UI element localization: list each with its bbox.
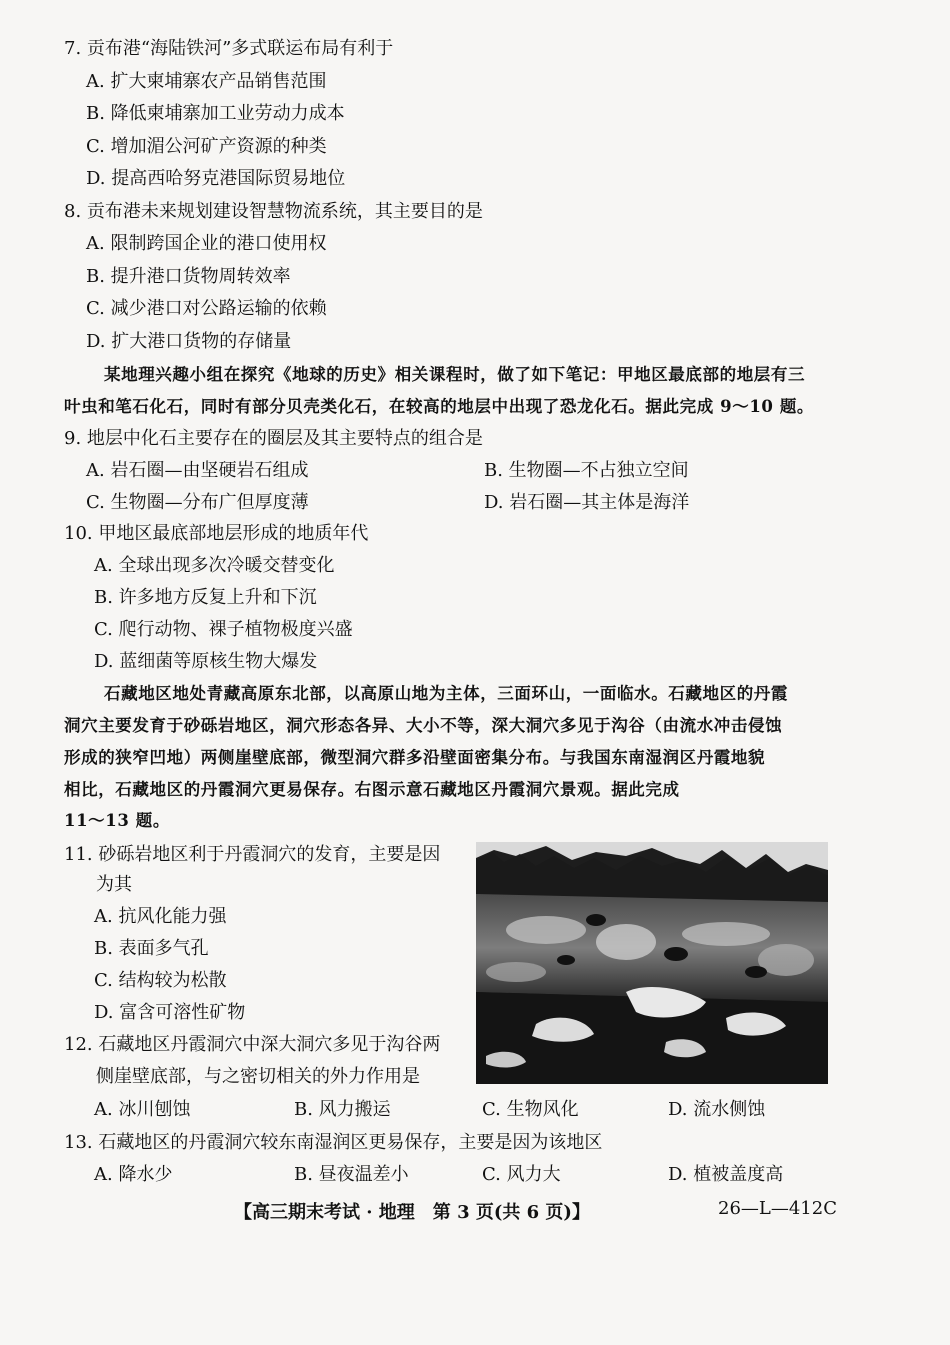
passage-11-13-line-1: 石藏地区地处青藏高原东北部，以高原山地为主体，三面环山，一面临水。石藏地区的丹霞 bbox=[104, 684, 788, 703]
q12-option-c: C. 生物风化 bbox=[482, 1099, 579, 1120]
passage-11-13-line-5: 11～13 题。 bbox=[64, 811, 170, 830]
q12-option-b: B. 风力搬运 bbox=[294, 1099, 391, 1120]
page-footer-title: 【高三期末考试 · 地理 第 3 页(共 6 页)】 bbox=[234, 1202, 590, 1223]
q9-option-c: C. 生物圈—分布广但厚度薄 bbox=[86, 492, 309, 513]
passage-9-10-line-1: 某地理兴趣小组在探究《地球的历史》相关课程时，做了如下笔记：甲地区最底部的地层有三 bbox=[104, 365, 806, 384]
q8-option-c: C. 减少港口对公路运输的依赖 bbox=[86, 298, 327, 319]
q10-option-a: A. 全球出现多次冷暖交替变化 bbox=[94, 555, 335, 576]
q9-stem: 9. 地层中化石主要存在的圈层及其主要特点的组合是 bbox=[64, 428, 483, 449]
q8-option-b: B. 提升港口货物周转效率 bbox=[86, 266, 291, 287]
q13-stem: 13. 石藏地区的丹霞洞穴较东南湿润区更易保存，主要是因为该地区 bbox=[64, 1132, 603, 1153]
q11-option-d: D. 富含可溶性矿物 bbox=[94, 1002, 246, 1023]
q12-option-a: A. 冰川刨蚀 bbox=[94, 1099, 191, 1120]
q7-option-b: B. 降低柬埔寨加工业劳动力成本 bbox=[86, 103, 345, 124]
q9-option-a: A. 岩石圈—由坚硬岩石组成 bbox=[86, 460, 309, 481]
q12-stem-line-1: 12. 石藏地区丹霞洞穴中深大洞穴多见于沟谷两 bbox=[64, 1034, 441, 1055]
q11-option-c: C. 结构较为松散 bbox=[94, 970, 227, 991]
danxia-cave-photo bbox=[476, 842, 828, 1084]
passage-11-13-line-4: 相比，石藏地区的丹霞洞穴更易保存。右图示意石藏地区丹霞洞穴景观。据此完成 bbox=[64, 780, 680, 799]
q7-option-d: D. 提高西哈努克港国际贸易地位 bbox=[86, 168, 346, 189]
q11-stem-line-2: 为其 bbox=[96, 874, 132, 895]
page-footer-code: 26—L—412C bbox=[718, 1198, 837, 1219]
q12-stem-line-2: 侧崖壁底部，与之密切相关的外力作用是 bbox=[96, 1066, 420, 1087]
q8-stem: 8. 贡布港未来规划建设智慧物流系统，其主要目的是 bbox=[64, 201, 483, 222]
q13-option-c: C. 风力大 bbox=[482, 1164, 561, 1185]
q8-option-a: A. 限制跨国企业的港口使用权 bbox=[86, 233, 327, 254]
q10-option-c: C. 爬行动物、裸子植物极度兴盛 bbox=[94, 619, 353, 640]
q13-option-b: B. 昼夜温差小 bbox=[294, 1164, 409, 1185]
q9-option-d: D. 岩石圈—其主体是海洋 bbox=[484, 492, 690, 513]
q7-option-c: C. 增加湄公河矿产资源的种类 bbox=[86, 136, 327, 157]
danxia-cave-photo-illustration bbox=[476, 842, 828, 1084]
q8-option-d: D. 扩大港口货物的存储量 bbox=[86, 331, 292, 352]
passage-11-13-line-2: 洞穴主要发育于砂砾岩地区，洞穴形态各异、大小不等，深大洞穴多见于沟谷（由流水冲击侵蚀 bbox=[64, 716, 783, 735]
q9-option-b: B. 生物圈—不占独立空间 bbox=[484, 460, 689, 481]
q7-stem: 7. 贡布港“海陆铁河”多式联运布局有利于 bbox=[64, 38, 394, 59]
q10-stem: 10. 甲地区最底部地层形成的地质年代 bbox=[64, 523, 369, 544]
q13-option-d: D. 植被盖度高 bbox=[668, 1164, 784, 1185]
passage-11-13-line-3: 形成的狭窄凹地）两侧崖壁底部，微型洞穴群多沿壁面密集分布。与我国东南湿润区丹霞地貌 bbox=[64, 748, 766, 767]
q11-option-a: A. 抗风化能力强 bbox=[94, 906, 227, 927]
q11-stem-line-1: 11. 砂砾岩地区利于丹霞洞穴的发育，主要是因 bbox=[64, 844, 441, 865]
passage-9-10-line-2: 叶虫和笔石化石，同时有部分贝壳类化石，在较高的地层中出现了恐龙化石。据此完成 9～10 题。 bbox=[64, 397, 815, 416]
q7-option-a: A. 扩大柬埔寨农产品销售范围 bbox=[86, 71, 327, 92]
q12-option-d: D. 流水侧蚀 bbox=[668, 1099, 766, 1120]
q10-option-d: D. 蓝细菌等原核生物大爆发 bbox=[94, 651, 318, 672]
q11-option-b: B. 表面多气孔 bbox=[94, 938, 209, 959]
q13-option-a: A. 降水少 bbox=[94, 1164, 173, 1185]
q10-option-b: B. 许多地方反复上升和下沉 bbox=[94, 587, 317, 608]
